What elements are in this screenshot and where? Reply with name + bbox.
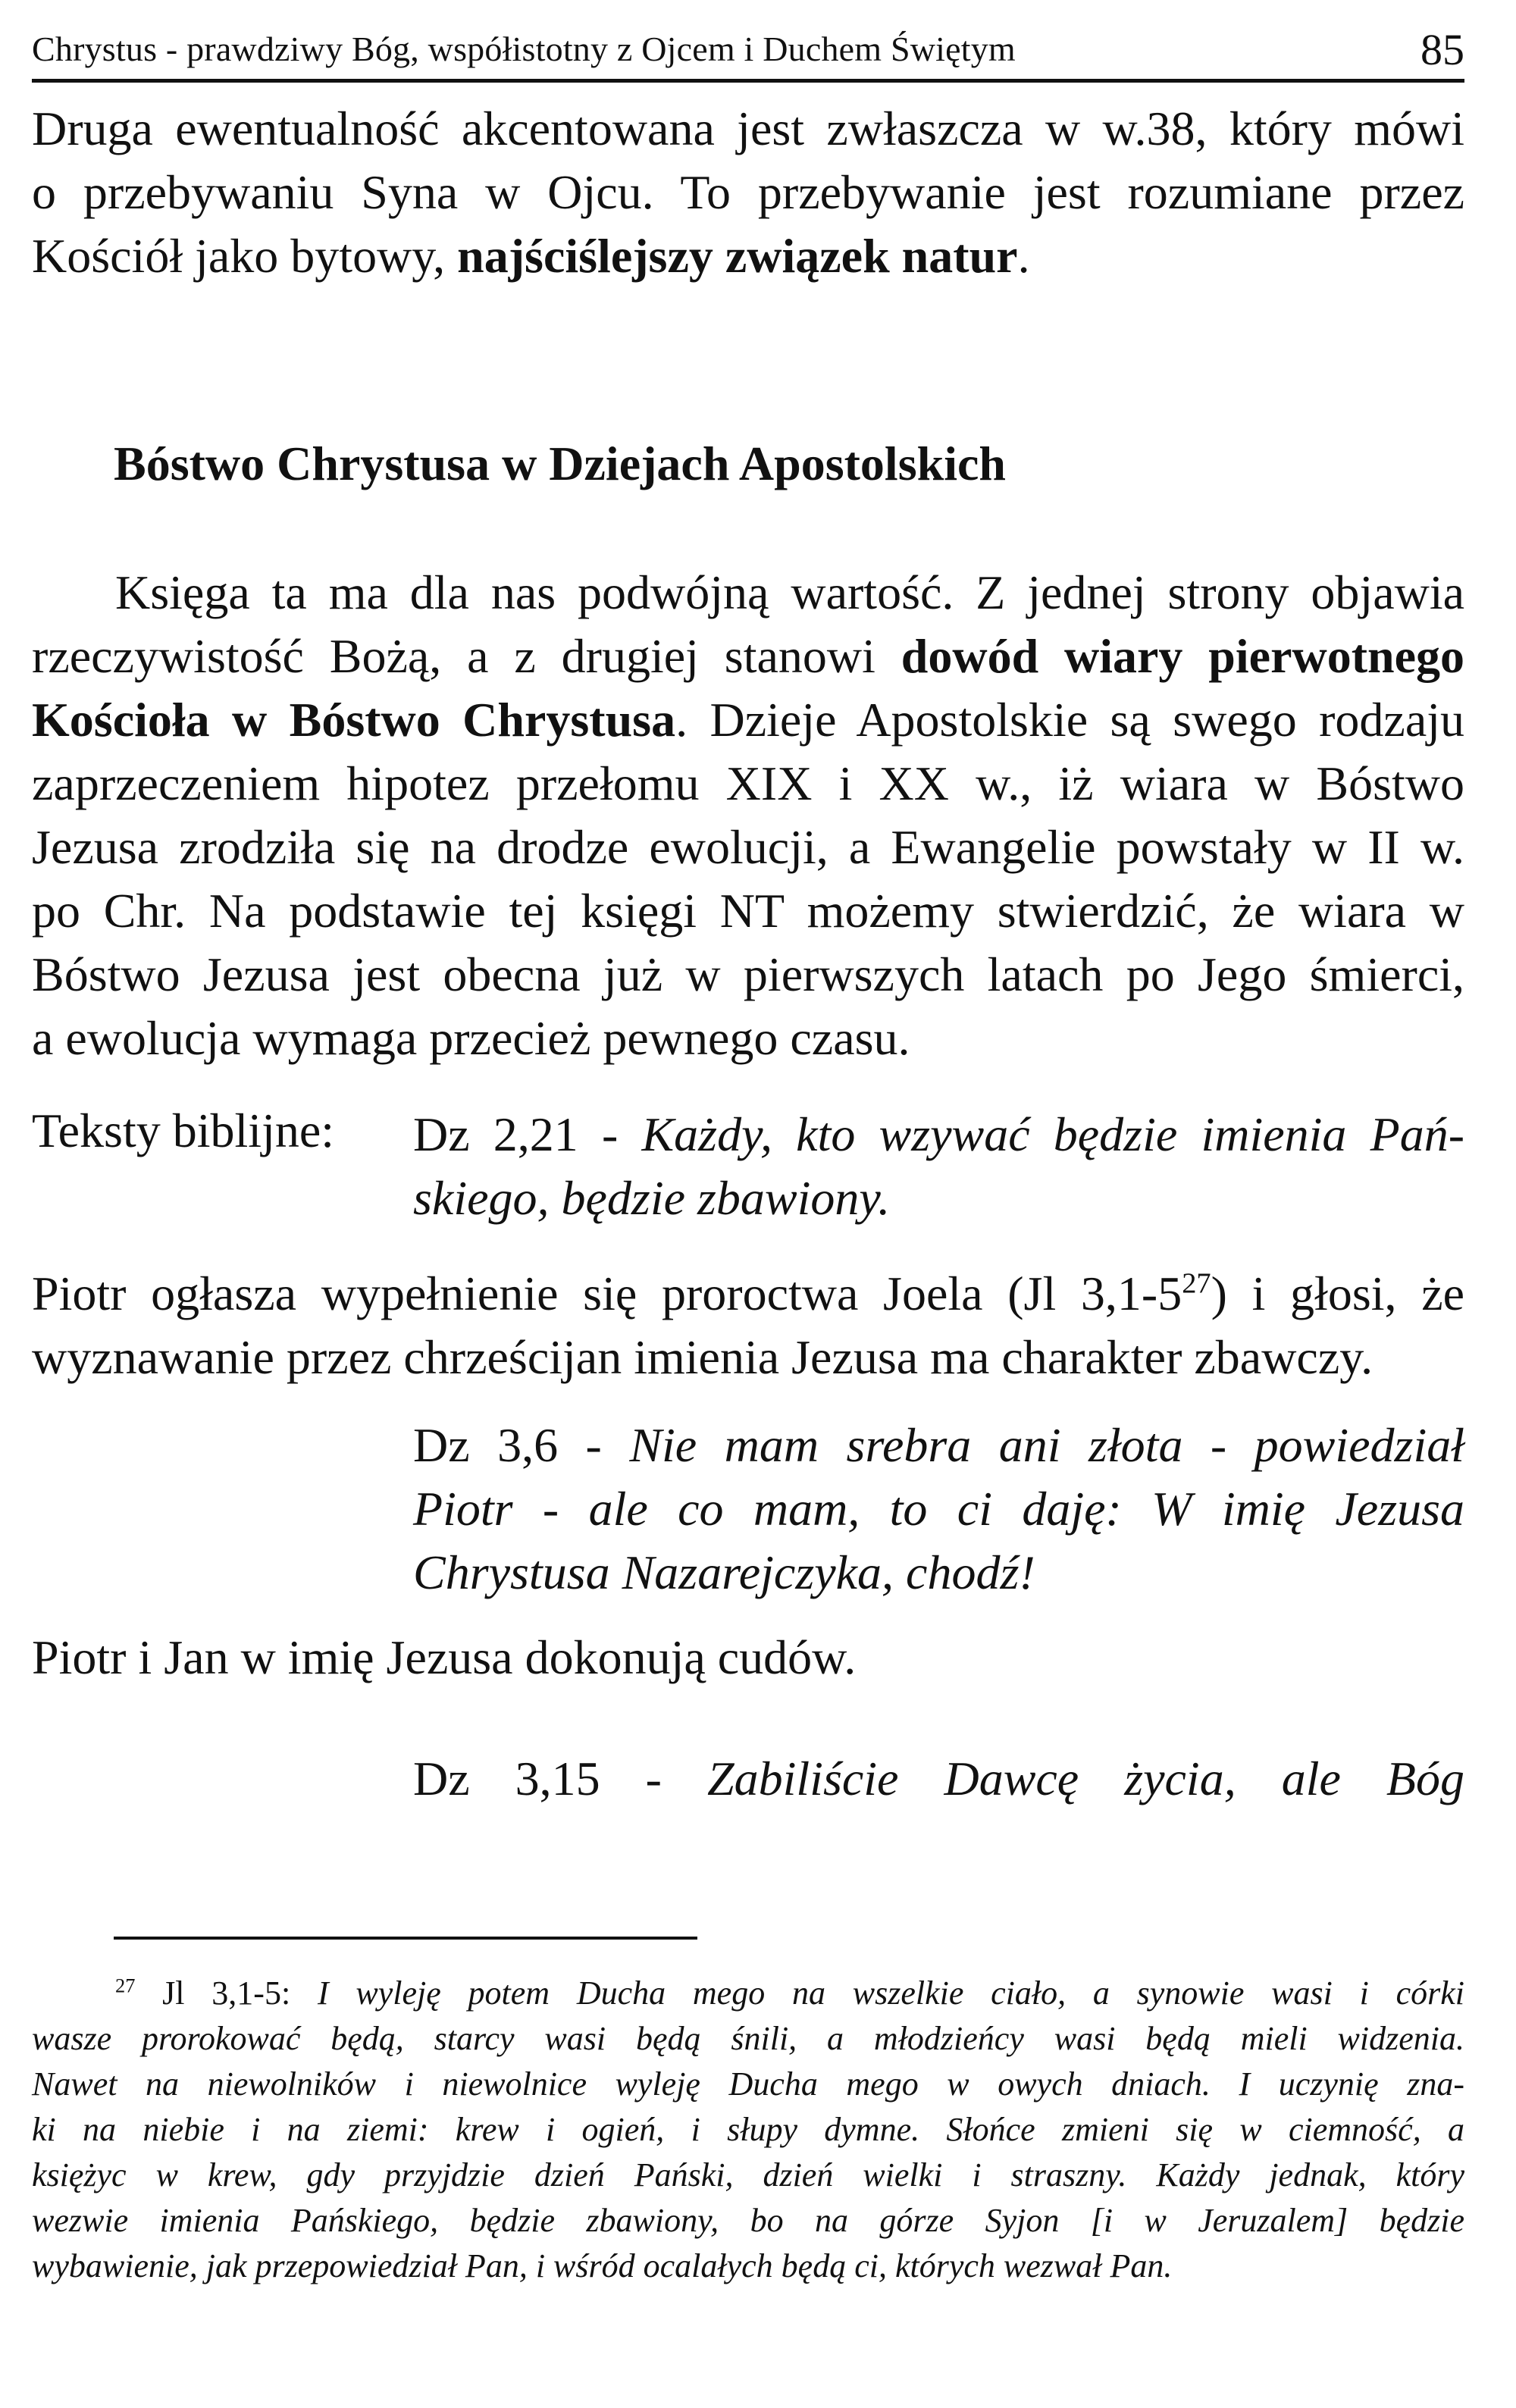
- footnote-rule: [114, 1937, 697, 1940]
- text-line: a ewolucja wymaga przecież pewnego czasu.: [32, 1011, 910, 1065]
- text-run: ) i głosi, że: [1211, 1267, 1465, 1320]
- verse-ref: Dz 3,6: [413, 1418, 559, 1472]
- text-line: Bóstwo Jezusa jest obecna już w pierwszych latach po Jego śmierci,: [32, 947, 1464, 1001]
- footnote-27: [32, 1971, 1464, 2289]
- running-title: Chrystus - prawdziwy Bóg, współistotny z Ojcem i Duchem Świętym: [32, 30, 1016, 68]
- text-line: [413, 1414, 1464, 1477]
- text-line: [32, 1262, 1464, 1326]
- verse-ref: Dz 3,15: [413, 1752, 600, 1805]
- text-line: [32, 224, 1464, 288]
- text-line: [32, 625, 1464, 688]
- text-line: wybawienie, jak przepowiedział Pan, i wśród ocalałych będą ci, których wezwał Pan.: [32, 2247, 1173, 2284]
- bold-emphasis: najściślejszy związek natur: [457, 229, 1018, 283]
- intro-paragraph: [32, 97, 1464, 288]
- acts-paragraph: [32, 561, 1464, 1070]
- text-line: ki na niebie i na ziemi: krew i ogień, i słupy dymne. Słońce zmieni się w ciemność, a: [32, 2111, 1464, 2148]
- text-line: [32, 1971, 1464, 2016]
- quote-text: Piotr - ale co mam, to ci daję: W imię Jezusa: [413, 1482, 1464, 1536]
- text-line: [413, 1103, 1464, 1166]
- page-number: 85: [1420, 25, 1464, 74]
- verse-ref: Jl 3,1-5:: [162, 1974, 291, 2012]
- commentary-paragraph-1: [32, 1262, 1464, 1389]
- header-rule: [32, 79, 1464, 83]
- text-run: rzeczywistość Bożą, a z drugiej stanowi: [32, 629, 901, 683]
- text-line: Jezusa zrodziła się na drodze ewolucji, a Ewangelie powstały w II w.: [32, 820, 1464, 874]
- verse-ref: Dz 2,21: [413, 1107, 578, 1161]
- text-run: -: [600, 1752, 708, 1805]
- text-line: Druga ewentualność akcentowana jest zwłaszcza w w.38, który mówi: [32, 102, 1464, 155]
- text-line: o przebywaniu Syna w Ojcu. To przebywanie jest rozumiane przez: [32, 165, 1464, 219]
- text-run: .: [1017, 229, 1030, 283]
- text-line: księżyc w krew, gdy przyjdzie dzień Pański, dzień wielki i straszny. Każdy jednak, który: [32, 2156, 1464, 2194]
- text-line: Piotr i Jan w imię Jezusa dokonują cudów.: [32, 1630, 857, 1684]
- footnote-reference[interactable]: 27: [1182, 1267, 1211, 1300]
- text-line: wyznawanie przez chrześcijan imienia Jezusa ma charakter zbawczy.: [32, 1330, 1373, 1384]
- text-line: wezwie imienia Pańskiego, będzie zbawiony, bo na górze Syjon [i w Jeruzalem] będzie: [32, 2202, 1464, 2239]
- text-line: [413, 1477, 1464, 1541]
- quote-text: skiego, będzie zbawiony.: [413, 1171, 891, 1225]
- quote-dz-3-15: [413, 1747, 1464, 1811]
- quote-text: Chrystusa Nazarejczyka, chodź!: [413, 1545, 1035, 1599]
- text-line: Nawet na niewolników i niewolnice wyleję Ducha mego w owych dniach. I uczynię zna-: [32, 2065, 1464, 2103]
- text-line: zaprzeczeniem hipotez przełomu XIX i XX w., iż wiara w Bóstwo: [32, 756, 1464, 810]
- quote-text: Każdy, kto wzywać będzie imienia Pań-: [641, 1107, 1465, 1161]
- text-run: Kościół jako bytowy,: [32, 229, 458, 283]
- quote-dz-3-6: [413, 1414, 1464, 1605]
- text-run: . Dzieje Apostolskie są swego rodzaju: [675, 693, 1465, 747]
- bold-emphasis: Kościoła w Bóstwo Chrystusa: [32, 693, 676, 747]
- footnote-text: I wyleję potem Ducha mego na wszelkie ciało, a synowie wasi i córki: [317, 1974, 1465, 2012]
- quote-dz-2-21: [413, 1103, 1464, 1230]
- quote-text: Zabiliście Dawcę życia, ale Bóg: [707, 1752, 1465, 1805]
- footnote-number: 27: [115, 1974, 136, 1997]
- section-heading: Bóstwo Chrystusa w Dziejach Apostolskich: [114, 437, 1006, 490]
- text-line: [413, 1541, 1464, 1605]
- text-line: po Chr. Na podstawie tej księgi NT możemy stwierdzić, że wiara w: [32, 884, 1464, 938]
- quote-text: Nie mam srebra ani złota - powiedział: [629, 1418, 1465, 1472]
- text-run: Piotr ogłasza wypełnienie się proroctwa Joela (Jl 3,1-5: [32, 1267, 1182, 1320]
- text-line: wasze prorokować będą, starcy wasi będą śnili, a młodzieńcy wasi będą mieli widzenia.: [32, 2020, 1464, 2057]
- running-header: [32, 23, 1464, 77]
- text-run: -: [578, 1107, 642, 1161]
- text-line: [32, 688, 1464, 752]
- text-run: -: [558, 1418, 630, 1472]
- text-line: [413, 1166, 1464, 1230]
- texts-label: Teksty biblijne:: [32, 1104, 335, 1157]
- commentary-paragraph-2: [32, 1626, 1464, 1689]
- text-line: Księga ta ma dla nas podwójną wartość. Z jednej strony objawia: [115, 565, 1464, 619]
- bold-emphasis: dowód wiary pierwotnego: [901, 629, 1465, 683]
- text-line: [413, 1747, 1464, 1811]
